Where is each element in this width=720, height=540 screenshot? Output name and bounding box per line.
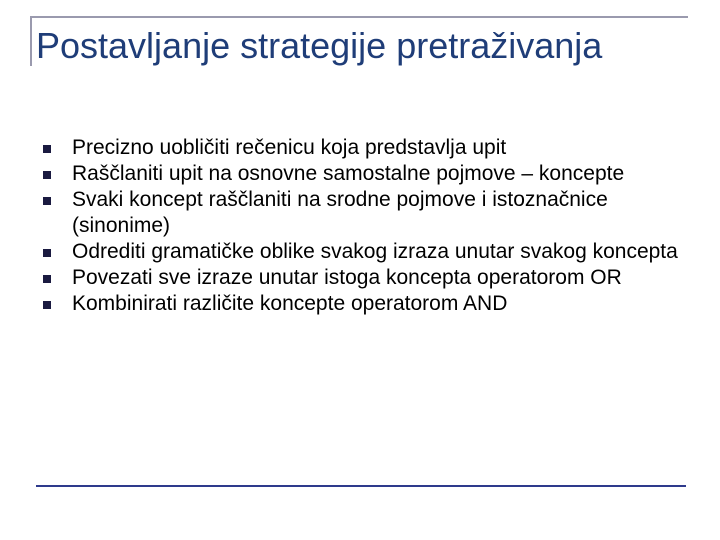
square-bullet-icon [43,171,51,179]
bottom-divider-line [36,485,686,487]
square-bullet-icon [43,249,51,257]
bullet-item [40,239,680,265]
bullet-text: Precizno uobličiti rečenicu koja predstavlja upit [72,136,507,159]
bullet-text: Odrediti gramatičke oblike svakog izraza unutar svakog koncepta [72,240,678,263]
square-bullet-icon [43,197,51,205]
bullet-item [40,161,680,187]
title-frame-top-line [30,16,688,18]
title-frame-left-line [30,16,32,66]
bullet-text: Povezati sve izraze unutar istoga koncepta operatorom OR [72,266,622,289]
bullet-item [40,187,680,239]
bullet-item [40,135,680,161]
bullet-text: Raščlaniti upit na osnovne samostalne pojmove – koncepte [72,162,625,185]
square-bullet-icon [43,301,51,309]
square-bullet-icon [43,275,51,283]
bullet-item [40,265,680,291]
bullet-text: Kombinirati različite koncepte operatorom AND [72,292,508,315]
bullet-text: Svaki koncept raščlaniti na srodne pojmove i istoznačnice (sinonime) [72,188,608,237]
square-bullet-icon [43,145,51,153]
bullet-list [40,135,680,317]
bullet-item [40,291,680,317]
slide-title: Postavljanje strategije pretraživanja [36,25,603,66]
